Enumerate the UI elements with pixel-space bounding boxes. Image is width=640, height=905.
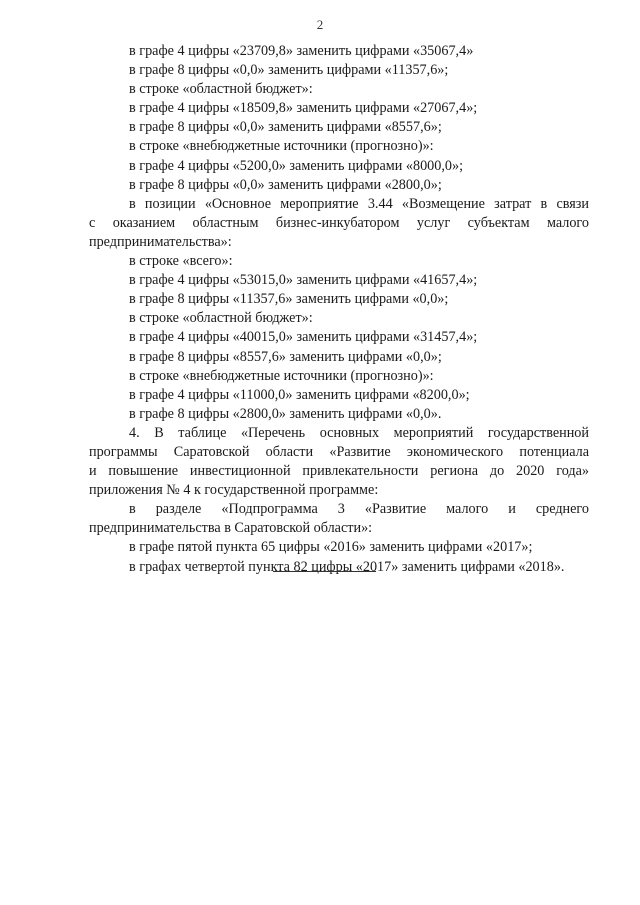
paragraph-line: в позиции «Основное мероприятие 3.44 «Возмещение затрат в связи <box>129 195 589 212</box>
document-body <box>89 42 589 577</box>
paragraph-line: в разделе «Подпрограмма 3 «Развитие малого и среднего <box>129 501 589 518</box>
text-line: в строке «внебюджетные источники (прогнозно)»: <box>129 367 434 384</box>
text-line: в графе 4 цифры «23709,8» заменить цифрами «35067,4» <box>129 43 474 59</box>
text-line: в графе 8 цифры «2800,0» заменить цифрами «0,0». <box>129 405 442 422</box>
paragraph-line: программы Саратовской области «Развитие экономического потенциала <box>89 443 589 460</box>
text-line: в строке «внебюджетные источники (прогнозно)»: <box>129 138 434 155</box>
paragraph-line: с оказанием областным бизнес-инкубатором услуг субъектам малого <box>89 214 589 231</box>
paragraph-line: предпринимательства в Саратовской области»: <box>89 520 373 537</box>
text-line: в графе 4 цифры «53015,0» заменить цифрами «41657,4»; <box>129 272 478 289</box>
text-line: в графе 8 цифры «8557,6» заменить цифрами «0,0»; <box>129 348 442 365</box>
paragraph-line: 4. В таблице «Перечень основных мероприятий государственной <box>129 424 589 441</box>
text-line: в графе 4 цифры «18509,8» заменить цифрами «27067,4»; <box>129 100 478 117</box>
text-line: в графе 8 цифры «11357,6» заменить цифрами «0,0»; <box>129 291 449 308</box>
paragraph-position <box>89 195 589 252</box>
text-line: в графе 4 цифры «40015,0» заменить цифрами «31457,4»; <box>129 329 478 346</box>
paragraph-line: и повышение инвестиционной привлекательности региона до 2020 года» <box>89 463 589 480</box>
paragraph-line: предпринимательства»: <box>89 233 232 250</box>
text-line: в графе 4 цифры «5200,0» заменить цифрами «8000,0»; <box>129 157 464 174</box>
text-line: в строке «областной бюджет»: <box>129 81 313 98</box>
paragraph-4 <box>89 424 589 500</box>
text-line: в графе 8 цифры «0,0» заменить цифрами «11357,6»; <box>129 62 449 79</box>
paragraph-line: приложения № 4 к государственной программе: <box>89 482 379 499</box>
page-number: 2 <box>316 17 324 32</box>
text-line: в строке «областной бюджет»: <box>129 310 313 327</box>
text-line: в графе 8 цифры «0,0» заменить цифрами «2800,0»; <box>129 176 442 193</box>
text-line: в строке «всего»: <box>129 253 233 270</box>
text-line: в графе пятой пункта 65 цифры «2016» заменить цифрами «2017»; <box>129 539 533 556</box>
text-line: в графах четвертой пункта 82 цифры «2017» заменить цифрами «2018». <box>129 558 565 575</box>
end-divider <box>273 571 376 572</box>
text-line: в графе 8 цифры «0,0» заменить цифрами «8557,6»; <box>129 119 442 136</box>
text-line: в графе 4 цифры «11000,0» заменить цифрами «8200,0»; <box>129 386 470 403</box>
paragraph-section <box>89 500 589 538</box>
